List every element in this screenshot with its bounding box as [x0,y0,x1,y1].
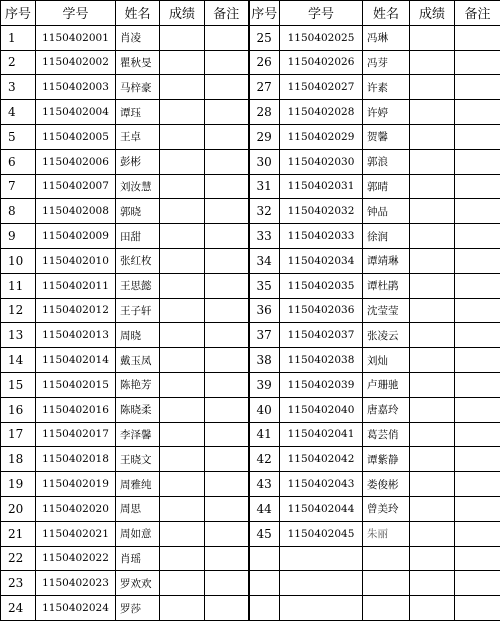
header-seq: 序号 [249,1,280,26]
name-cell: 刘汝慧 [116,174,160,199]
seq-cell: 30 [249,149,280,174]
seq-cell: 18 [1,447,36,472]
remark-cell [455,174,500,199]
remark-cell [455,149,500,174]
score-cell [410,397,455,422]
name-cell: 陈艳芳 [116,372,160,397]
remark-cell [455,422,500,447]
score-cell [410,472,455,497]
seq-cell: 27 [249,75,280,100]
score-cell [160,571,205,596]
seq-cell: 24 [1,596,36,621]
student-id-cell: 1150402022 [36,546,116,571]
header-score: 成绩 [410,1,455,26]
student-id-cell: 1150402034 [280,248,363,273]
student-id-cell: 1150402037 [280,323,363,348]
table-row [1,372,500,397]
seq-cell: 16 [1,397,36,422]
seq-cell: 6 [1,149,36,174]
score-cell [410,174,455,199]
student-id-cell: 1150402032 [280,199,363,224]
remark-cell [205,100,249,125]
table-row [1,75,500,100]
student-id-cell: 1150402035 [280,273,363,298]
roster-body [1,25,500,620]
name-cell: 娄俊彬 [363,472,410,497]
score-cell [410,521,455,546]
score-cell [160,447,205,472]
table-row [1,50,500,75]
score-cell [410,323,455,348]
score-cell [410,124,455,149]
remark-cell [455,323,500,348]
seq-cell: 7 [1,174,36,199]
name-cell: 王子轩 [116,298,160,323]
remark-cell [205,596,249,621]
seq-cell: 38 [249,348,280,373]
score-cell [410,199,455,224]
student-id-cell: 1150402030 [280,149,363,174]
name-cell: 瞿秋旻 [116,50,160,75]
score-cell [160,348,205,373]
seq-cell: 32 [249,199,280,224]
seq-cell: 28 [249,100,280,125]
table-row [1,472,500,497]
seq-cell: 35 [249,273,280,298]
name-cell: 冯琳 [363,25,410,50]
score-cell [160,124,205,149]
name-cell: 沈莹莹 [363,298,410,323]
score-cell [410,248,455,273]
score-cell [160,596,205,621]
remark-cell [455,348,500,373]
score-cell [160,298,205,323]
student-id-cell: 1150402010 [36,248,116,273]
remark-cell [455,199,500,224]
seq-cell: 4 [1,100,36,125]
name-cell: 周如意 [116,521,160,546]
score-cell [160,323,205,348]
score-cell [160,496,205,521]
student-id-cell: 1150402028 [280,100,363,125]
header-remark: 备注 [205,1,249,26]
table-row [1,348,500,373]
seq-cell: 29 [249,124,280,149]
name-cell: 谭靖琳 [363,248,410,273]
table-row [1,124,500,149]
student-id-cell: 1150402008 [36,199,116,224]
name-cell: 田甜 [116,224,160,249]
name-cell: 马梓豪 [116,75,160,100]
remark-cell [455,124,500,149]
name-cell: 王晓文 [116,447,160,472]
name-cell: 谭杜鹃 [363,273,410,298]
remark-cell [205,224,249,249]
score-cell [160,25,205,50]
table-row [1,521,500,546]
remark-cell [205,25,249,50]
header-student-id: 学号 [280,1,363,26]
table-row [1,273,500,298]
table-row [1,596,500,621]
student-id-cell: 1150402039 [280,372,363,397]
name-cell: 郭浪 [363,149,410,174]
header-name: 姓名 [116,1,160,26]
score-cell [410,447,455,472]
student-id-cell: 1150402031 [280,174,363,199]
seq-cell: 15 [1,372,36,397]
name-cell [363,596,410,621]
remark-cell [455,546,500,571]
name-cell: 张红枚 [116,248,160,273]
remark-cell [455,100,500,125]
remark-cell [205,323,249,348]
student-id-cell: 1150402033 [280,224,363,249]
name-cell: 周晓 [116,323,160,348]
student-id-cell: 1150402020 [36,496,116,521]
seq-cell: 11 [1,273,36,298]
remark-cell [455,596,500,621]
score-cell [410,298,455,323]
name-cell: 刘灿 [363,348,410,373]
score-cell [160,546,205,571]
name-cell: 谭珏 [116,100,160,125]
seq-cell: 45 [249,521,280,546]
seq-cell: 13 [1,323,36,348]
student-id-cell: 1150402045 [280,521,363,546]
remark-cell [205,397,249,422]
seq-cell [249,546,280,571]
remark-cell [205,174,249,199]
student-id-cell: 1150402011 [36,273,116,298]
score-cell [410,50,455,75]
name-cell: 彭彬 [116,149,160,174]
seq-cell: 36 [249,298,280,323]
header-student-id: 学号 [36,1,116,26]
name-cell [363,571,410,596]
student-id-cell: 1150402003 [36,75,116,100]
seq-cell: 5 [1,124,36,149]
name-cell: 葛芸俏 [363,422,410,447]
seq-cell: 22 [1,546,36,571]
remark-cell [205,298,249,323]
table-row [1,100,500,125]
table-row [1,174,500,199]
seq-cell: 26 [249,50,280,75]
student-id-cell: 1150402014 [36,348,116,373]
seq-cell: 14 [1,348,36,373]
score-cell [410,546,455,571]
student-id-cell: 1150402013 [36,323,116,348]
student-id-cell: 1150402012 [36,298,116,323]
name-cell: 肖凌 [116,25,160,50]
remark-cell [455,521,500,546]
score-cell [410,422,455,447]
seq-cell: 43 [249,472,280,497]
seq-cell: 39 [249,372,280,397]
score-cell [410,496,455,521]
student-id-cell: 1150402019 [36,472,116,497]
seq-cell: 44 [249,496,280,521]
student-id-cell: 1150402002 [36,50,116,75]
remark-cell [205,496,249,521]
student-id-cell: 1150402004 [36,100,116,125]
remark-cell [455,571,500,596]
remark-cell [455,397,500,422]
student-id-cell: 1150402040 [280,397,363,422]
score-cell [410,571,455,596]
table-row [1,447,500,472]
table-row [1,248,500,273]
name-cell: 徐润 [363,224,410,249]
score-cell [160,248,205,273]
score-cell [160,521,205,546]
seq-cell: 25 [249,25,280,50]
seq-cell: 21 [1,521,36,546]
remark-cell [205,422,249,447]
table-row [1,224,500,249]
student-id-cell [280,571,363,596]
score-cell [410,224,455,249]
score-cell [160,149,205,174]
student-id-cell: 1150402042 [280,447,363,472]
seq-cell: 3 [1,75,36,100]
remark-cell [455,248,500,273]
seq-cell: 17 [1,422,36,447]
score-cell [410,372,455,397]
student-id-cell: 1150402041 [280,422,363,447]
name-cell: 罗欢欢 [116,571,160,596]
score-cell [160,75,205,100]
remark-cell [205,571,249,596]
student-id-cell: 1150402017 [36,422,116,447]
name-cell: 郭晓 [116,199,160,224]
header-score: 成绩 [160,1,205,26]
seq-cell: 42 [249,447,280,472]
student-id-cell [280,546,363,571]
seq-cell: 34 [249,248,280,273]
seq-cell: 2 [1,50,36,75]
remark-cell [455,273,500,298]
student-id-cell: 1150402026 [280,50,363,75]
seq-cell: 19 [1,472,36,497]
remark-cell [455,224,500,249]
remark-cell [455,372,500,397]
score-cell [160,397,205,422]
student-id-cell: 1150402024 [36,596,116,621]
name-cell: 王卓 [116,124,160,149]
student-id-cell: 1150402029 [280,124,363,149]
score-cell [410,348,455,373]
table-row [1,571,500,596]
remark-cell [205,75,249,100]
student-id-cell [280,596,363,621]
score-cell [410,149,455,174]
student-id-cell: 1150402006 [36,149,116,174]
student-id-cell: 1150402018 [36,447,116,472]
score-cell [410,273,455,298]
remark-cell [455,496,500,521]
remark-cell [205,149,249,174]
remark-cell [205,348,249,373]
name-cell: 卢珊驰 [363,372,410,397]
name-cell: 谭紫静 [363,447,410,472]
seq-cell: 10 [1,248,36,273]
table-row [1,323,500,348]
score-cell [160,100,205,125]
score-cell [160,422,205,447]
table-row [1,298,500,323]
student-id-cell: 1150402023 [36,571,116,596]
remark-cell [205,273,249,298]
name-cell: 李泽馨 [116,422,160,447]
table-row [1,496,500,521]
name-cell: 戴玉凤 [116,348,160,373]
seq-cell: 31 [249,174,280,199]
remark-cell [205,50,249,75]
remark-cell [455,75,500,100]
score-cell [160,372,205,397]
student-id-cell: 1150402043 [280,472,363,497]
table-row [1,149,500,174]
seq-cell: 33 [249,224,280,249]
student-id-cell: 1150402025 [280,25,363,50]
seq-cell: 20 [1,496,36,521]
remark-cell [205,546,249,571]
score-cell [410,75,455,100]
seq-cell: 8 [1,199,36,224]
student-id-cell: 1150402015 [36,372,116,397]
seq-cell [249,596,280,621]
header-seq: 序号 [1,1,36,26]
student-id-cell: 1150402016 [36,397,116,422]
remark-cell [455,298,500,323]
name-cell: 朱丽 [363,521,410,546]
header-name: 姓名 [363,1,410,26]
name-cell: 张凌云 [363,323,410,348]
table-row [1,199,500,224]
remark-cell [205,372,249,397]
remark-cell [205,199,249,224]
seq-cell: 37 [249,323,280,348]
name-cell: 郭晴 [363,174,410,199]
score-cell [160,174,205,199]
score-cell [410,25,455,50]
name-cell: 曾美玲 [363,496,410,521]
score-cell [160,199,205,224]
name-cell: 冯芽 [363,50,410,75]
score-cell [160,273,205,298]
remark-cell [455,25,500,50]
score-cell [160,472,205,497]
score-cell [410,100,455,125]
score-cell [160,224,205,249]
seq-cell: 41 [249,422,280,447]
name-cell: 罗莎 [116,596,160,621]
remark-cell [205,124,249,149]
name-cell [363,546,410,571]
seq-cell: 40 [249,397,280,422]
remark-cell [455,447,500,472]
remark-cell [205,521,249,546]
name-cell: 周思 [116,496,160,521]
student-id-cell: 1150402005 [36,124,116,149]
seq-cell: 9 [1,224,36,249]
header-remark: 备注 [455,1,500,26]
name-cell: 许婷 [363,100,410,125]
remark-cell [205,447,249,472]
name-cell: 钟品 [363,199,410,224]
name-cell: 肖瑶 [116,546,160,571]
student-id-cell: 1150402036 [280,298,363,323]
table-row [1,25,500,50]
table-row [1,422,500,447]
remark-cell [205,248,249,273]
table-row [1,546,500,571]
remark-cell [205,472,249,497]
name-cell: 王思懿 [116,273,160,298]
student-id-cell: 1150402009 [36,224,116,249]
name-cell: 贺馨 [363,124,410,149]
remark-cell [455,50,500,75]
name-cell: 陈晓柔 [116,397,160,422]
remark-cell [455,472,500,497]
student-id-cell: 1150402038 [280,348,363,373]
header-row [1,1,500,26]
name-cell: 许素 [363,75,410,100]
student-id-cell: 1150402044 [280,496,363,521]
student-id-cell: 1150402021 [36,521,116,546]
student-id-cell: 1150402007 [36,174,116,199]
seq-cell [249,571,280,596]
name-cell: 周雅纯 [116,472,160,497]
student-id-cell: 1150402001 [36,25,116,50]
name-cell: 唐嘉玲 [363,397,410,422]
seq-cell: 12 [1,298,36,323]
seq-cell: 1 [1,25,36,50]
score-cell [410,596,455,621]
seq-cell: 23 [1,571,36,596]
score-cell [160,50,205,75]
student-id-cell: 1150402027 [280,75,363,100]
table-row [1,397,500,422]
